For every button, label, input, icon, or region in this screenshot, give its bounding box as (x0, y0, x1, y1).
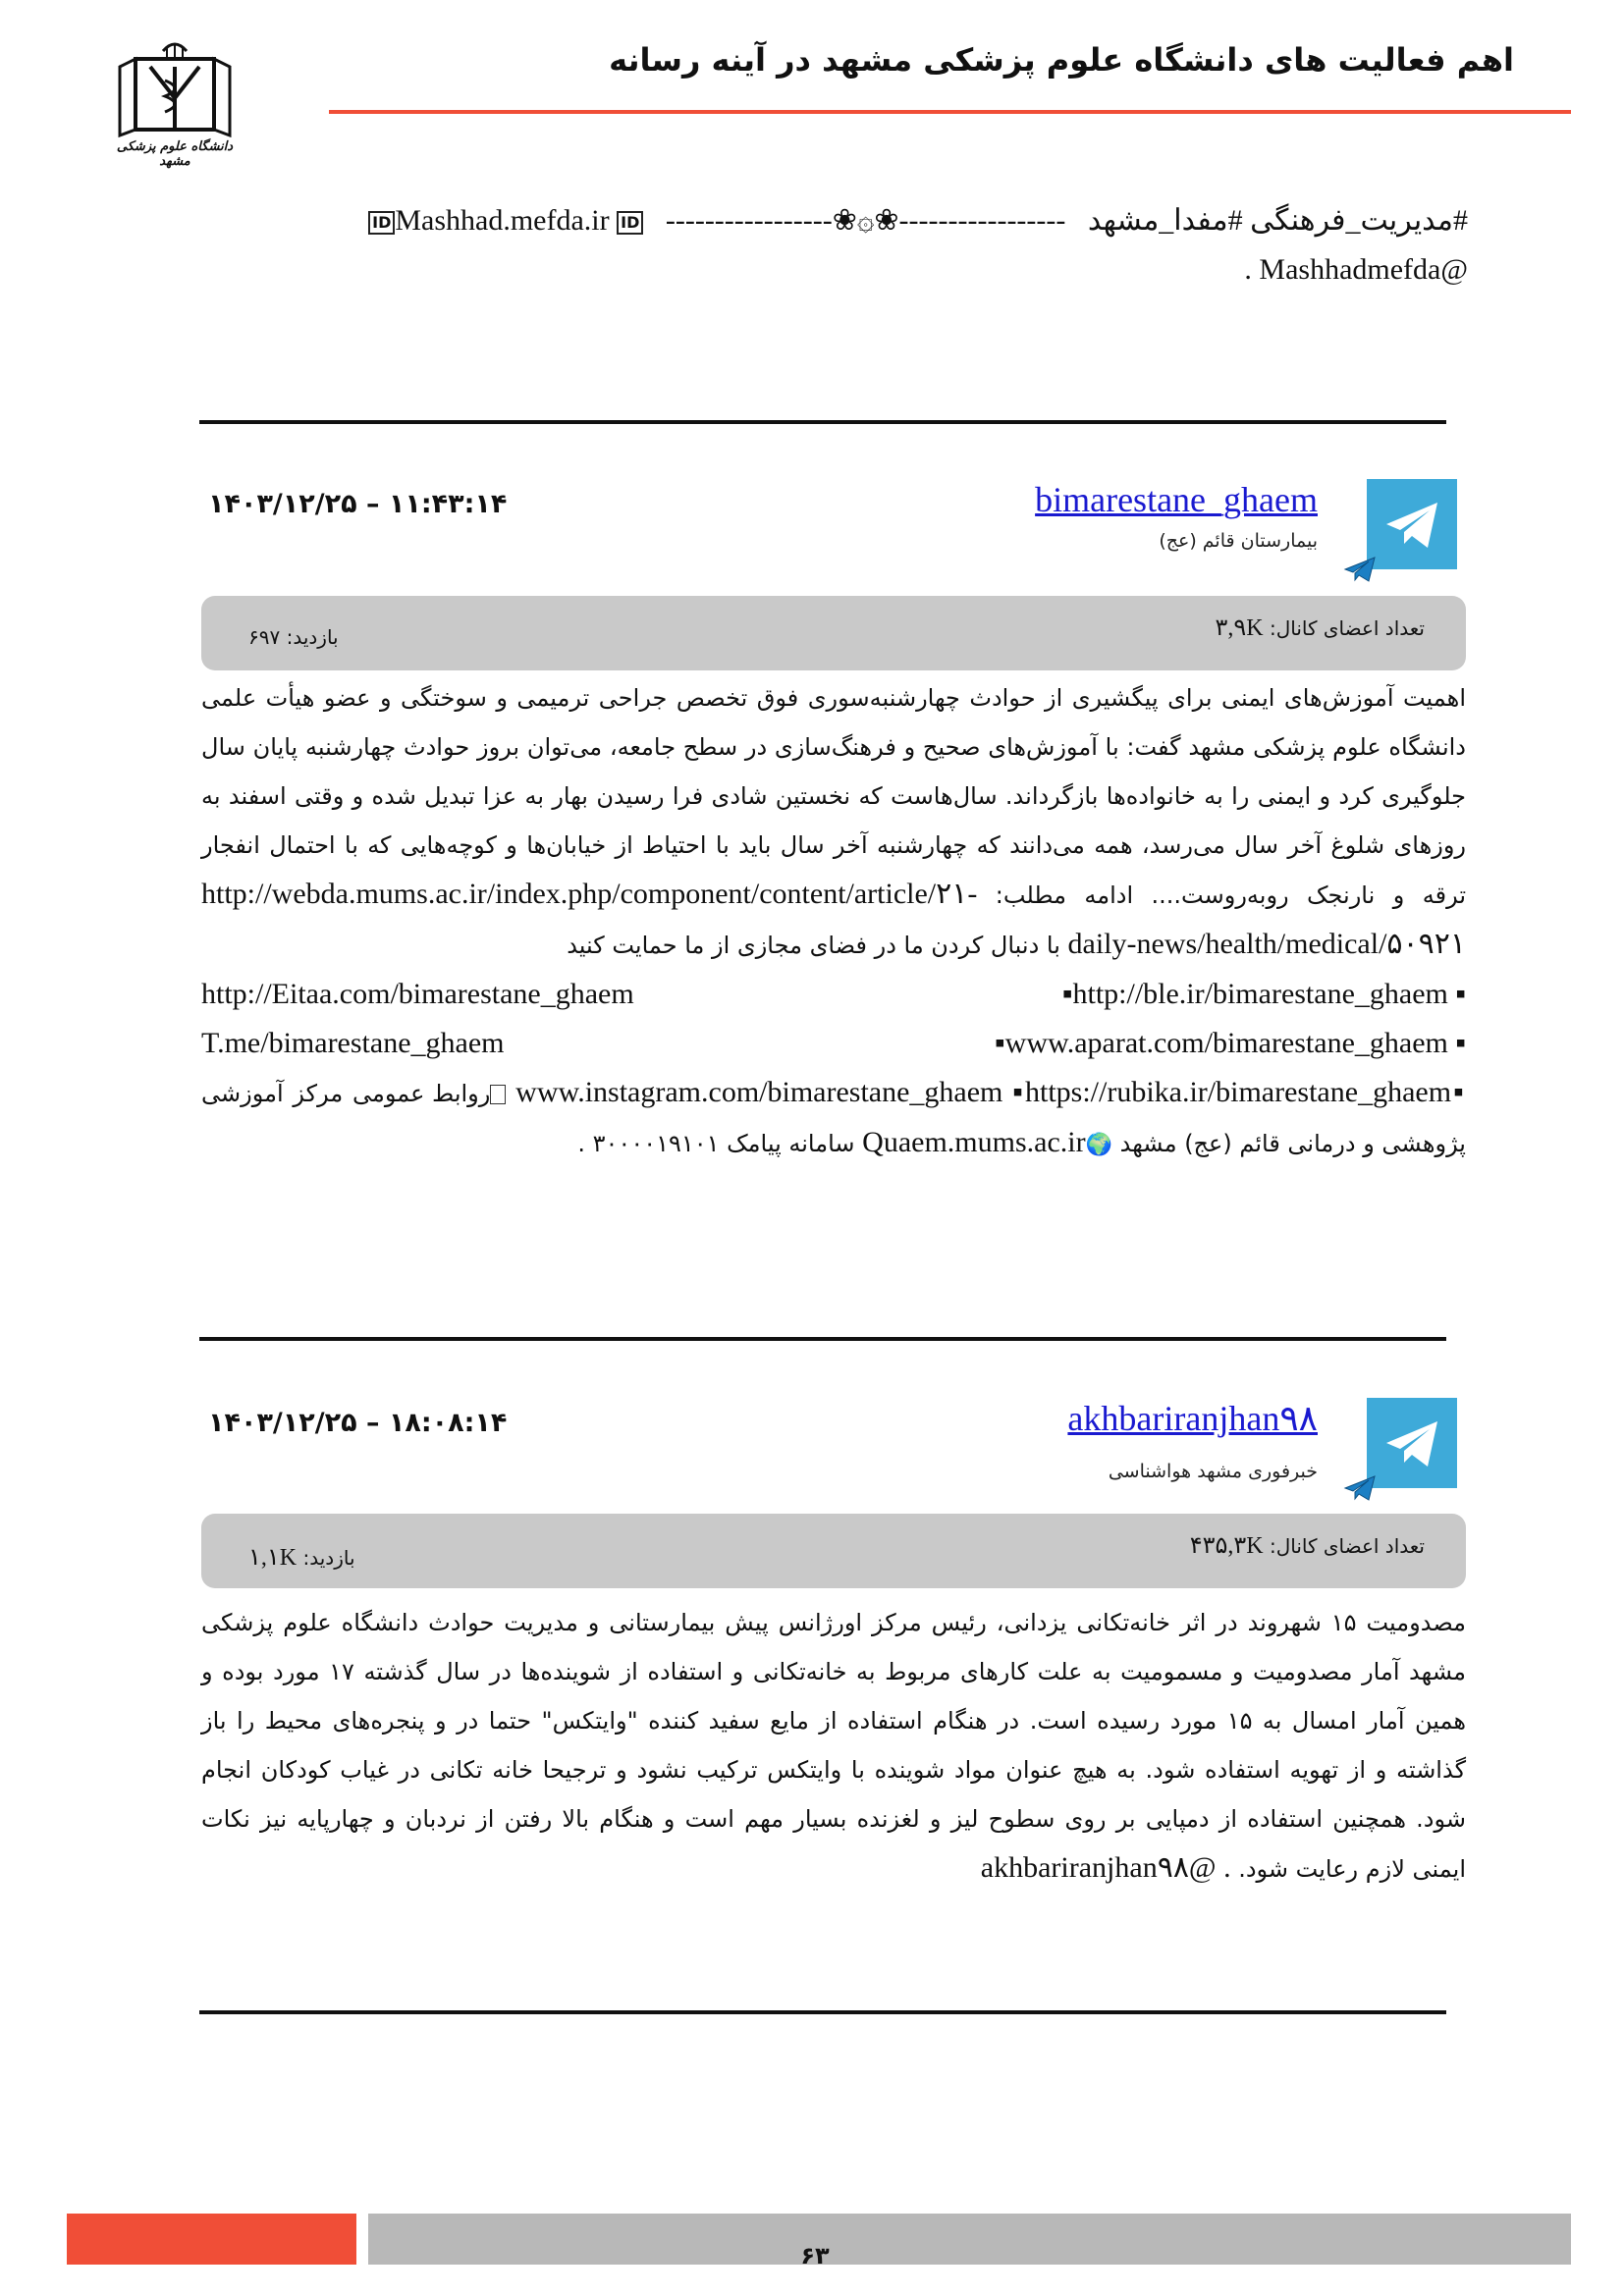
aparat-link[interactable]: ▪www.aparat.com/bimarestane_ghaem ▪ (995, 1027, 1466, 1059)
post-body (201, 1598, 1466, 1894)
id-badge-icon: ID (617, 211, 643, 235)
channel-name-link[interactable]: bimarestane_ghaem (1035, 480, 1318, 519)
logo-caption: دانشگاه علوم پزشکی مشهد (116, 139, 234, 169)
header-divider (329, 110, 1571, 114)
support-text: با دنبال کردن ما در فضای مجازی از ما حمایت کنید (567, 932, 1060, 959)
views-count (248, 1543, 355, 1572)
stats-bar (201, 596, 1466, 670)
intro-line-1 (201, 196, 1468, 245)
intro-block (201, 196, 1468, 294)
telegram-icon (1367, 1398, 1457, 1488)
hospital-site-link[interactable]: Quaem.mums.ac.ir (862, 1126, 1086, 1158)
post-date: ۱۴۰۳/۱۲/۲۵ – ۱۸:۰۸:۱۴ (208, 1408, 508, 1438)
channel-handle[interactable]: Mashhadmefda@ (1259, 253, 1468, 286)
public-relations-text: روابط عمومی مرکز آموزشی پژوهشی و درمانی قائم (عج) مشهد (201, 1080, 1466, 1157)
instagram-link[interactable]: www.instagram.com/bimarestane_ghaem (515, 1076, 1003, 1108)
university-logo (106, 37, 244, 169)
sms-number: سامانه پیامک ۳۰۰۰۰۱۹۱۰۱ . (577, 1130, 855, 1157)
telegram-plane-icon (1343, 1474, 1377, 1502)
rubika-link[interactable]: ▪https://rubika.ir/bimarestane_ghaem▪ (1012, 1076, 1466, 1108)
channel-subtitle: خبرفوری مشهد هواشناسی (1108, 1461, 1318, 1482)
members-label: تعداد اعضای کانال: (1269, 616, 1425, 640)
hashtags[interactable]: #مدیریت_فرهنگی #مفدا_مشهد (1087, 204, 1468, 237)
page-title: اهم فعالیت های دانشگاه علوم پزشکی مشهد در آینه رسانه (609, 41, 1514, 79)
members-value: ۳,۹K (1215, 615, 1264, 641)
telegram-link[interactable]: T.me/bimarestane_ghaem (201, 1027, 505, 1059)
decor-divider: -----------------❀۞❀----------------- (665, 204, 1066, 237)
box-glyph-icon (490, 1085, 506, 1104)
channel-name-link[interactable]: akhbariranjhan۹۸ (1067, 1399, 1318, 1438)
eitaa-link[interactable]: http://Eitaa.com/bimarestane_ghaem (201, 978, 634, 1010)
post-date: ۱۴۰۳/۱۲/۲۵ – ۱۱:۴۳:۱۴ (208, 489, 508, 519)
views-label: بازدید: (302, 1546, 355, 1570)
channel-subtitle: بیمارستان قائم (عج) (1159, 530, 1318, 552)
post-body-text: اهمیت آموزش‌های ایمنی برای پیگشیری از حوادث چهارشنبه‌سوری فوق تخصص جراحی ترمیمی و سوختگی و عضو هیأت علمی دانشگاه علوم پزشکی مشهد گفت: با آموزش‌های صحیح و فرهنگ‌سازی در سطح جامعه، می‌توان بروز حوادث چهارشنبه پایان سال جلوگیری کرد و ایمنی را به خانواده‌ها بازگرداند. سال‌هاست که نخستین شادی فرا رسیدن بهار به عزا تبدیل شده و وقتی اسفند به روزهای شلوغ آخر سال می‌رسد، همه می‌دانند که چهارشنبه آخر سال باید با احتیاط از خیابان‌ها و کوچه‌هایی که با احتمال انفجار ترقه و نارنجک روبه‌روست.... ادامه مطلب: (201, 684, 1466, 909)
views-value: ۱,۱K (248, 1545, 298, 1571)
views-value: ۶۹۷ (248, 625, 281, 649)
members-count (1215, 614, 1425, 642)
members-count (1190, 1531, 1425, 1560)
telegram-icon (1367, 479, 1457, 569)
channel-handle[interactable]: akhbariranjhan۹۸@ . (980, 1851, 1231, 1884)
post-body (201, 673, 1466, 1170)
page-number: ۶۳ (800, 2242, 830, 2269)
section-divider (199, 420, 1446, 424)
intro-line-2 (201, 245, 1468, 294)
post-body-text: مصدومیت ۱۵ شهروند در اثر خانه‌تکانی یزدانی، رئیس مرکز اورژانس پیش بیمارستانی و مدیریت حوادث دانشگاه علوم پزشکی مشهد آمار مصدومیت و مسمومیت به علت کارهای مربوط به خانه‌تکانی و استفاده از شوینده‌ها در سال گذشته ۱۷ مورد بوده و همین آمار امسال به ۱۵ مورد رسیده است. در هنگام استفاده از مایع سفید کننده "وایتکس" حتما در و پنجره‌های محیط را باز گذاشته و از تهویه استفاده شود. به هیچ عنوان مواد شوینده با وایتکس ترکیب نشود و ترجیحا خانه تکانی در غیاب کودکان انجام شود. همچنین استفاده از دمپایی بر روی سطوح لیز و لغزنده بسیار مهم است و هنگام بالا رفتن از نردبان و چهارپایه نیز نکات ایمنی لازم رعایت شود. (201, 1609, 1466, 1883)
id-badge-icon: ID (368, 211, 395, 235)
footer-bar (368, 2214, 1571, 2265)
social-links-row (201, 970, 1466, 1019)
intro-end: . (1244, 253, 1252, 286)
views-count (248, 625, 339, 649)
stats-bar (201, 1514, 1466, 1588)
globe-icon: 🌍 (1085, 1133, 1112, 1157)
telegram-plane-icon (1343, 556, 1377, 583)
members-label: تعداد اعضای کانال: (1269, 1534, 1425, 1558)
social-links-row (201, 1019, 1466, 1068)
footer-accent-bar (67, 2214, 356, 2265)
bale-link[interactable]: ▪http://ble.ir/bimarestane_ghaem ▪ (1061, 978, 1466, 1010)
article-link[interactable]: http://webda.mums.ac.ir/index.php/component/content/article/۲۱-daily-news/health/medical/۵۰۹۲۱ (201, 878, 1466, 960)
members-value: ۴۳۵,۳K (1189, 1533, 1264, 1559)
site-link[interactable]: Mashhad.mefda.ir (395, 204, 610, 237)
section-divider (199, 2010, 1446, 2014)
views-label: بازدید: (286, 625, 339, 649)
social-links-row (201, 1068, 1466, 1170)
section-divider (199, 1337, 1446, 1341)
